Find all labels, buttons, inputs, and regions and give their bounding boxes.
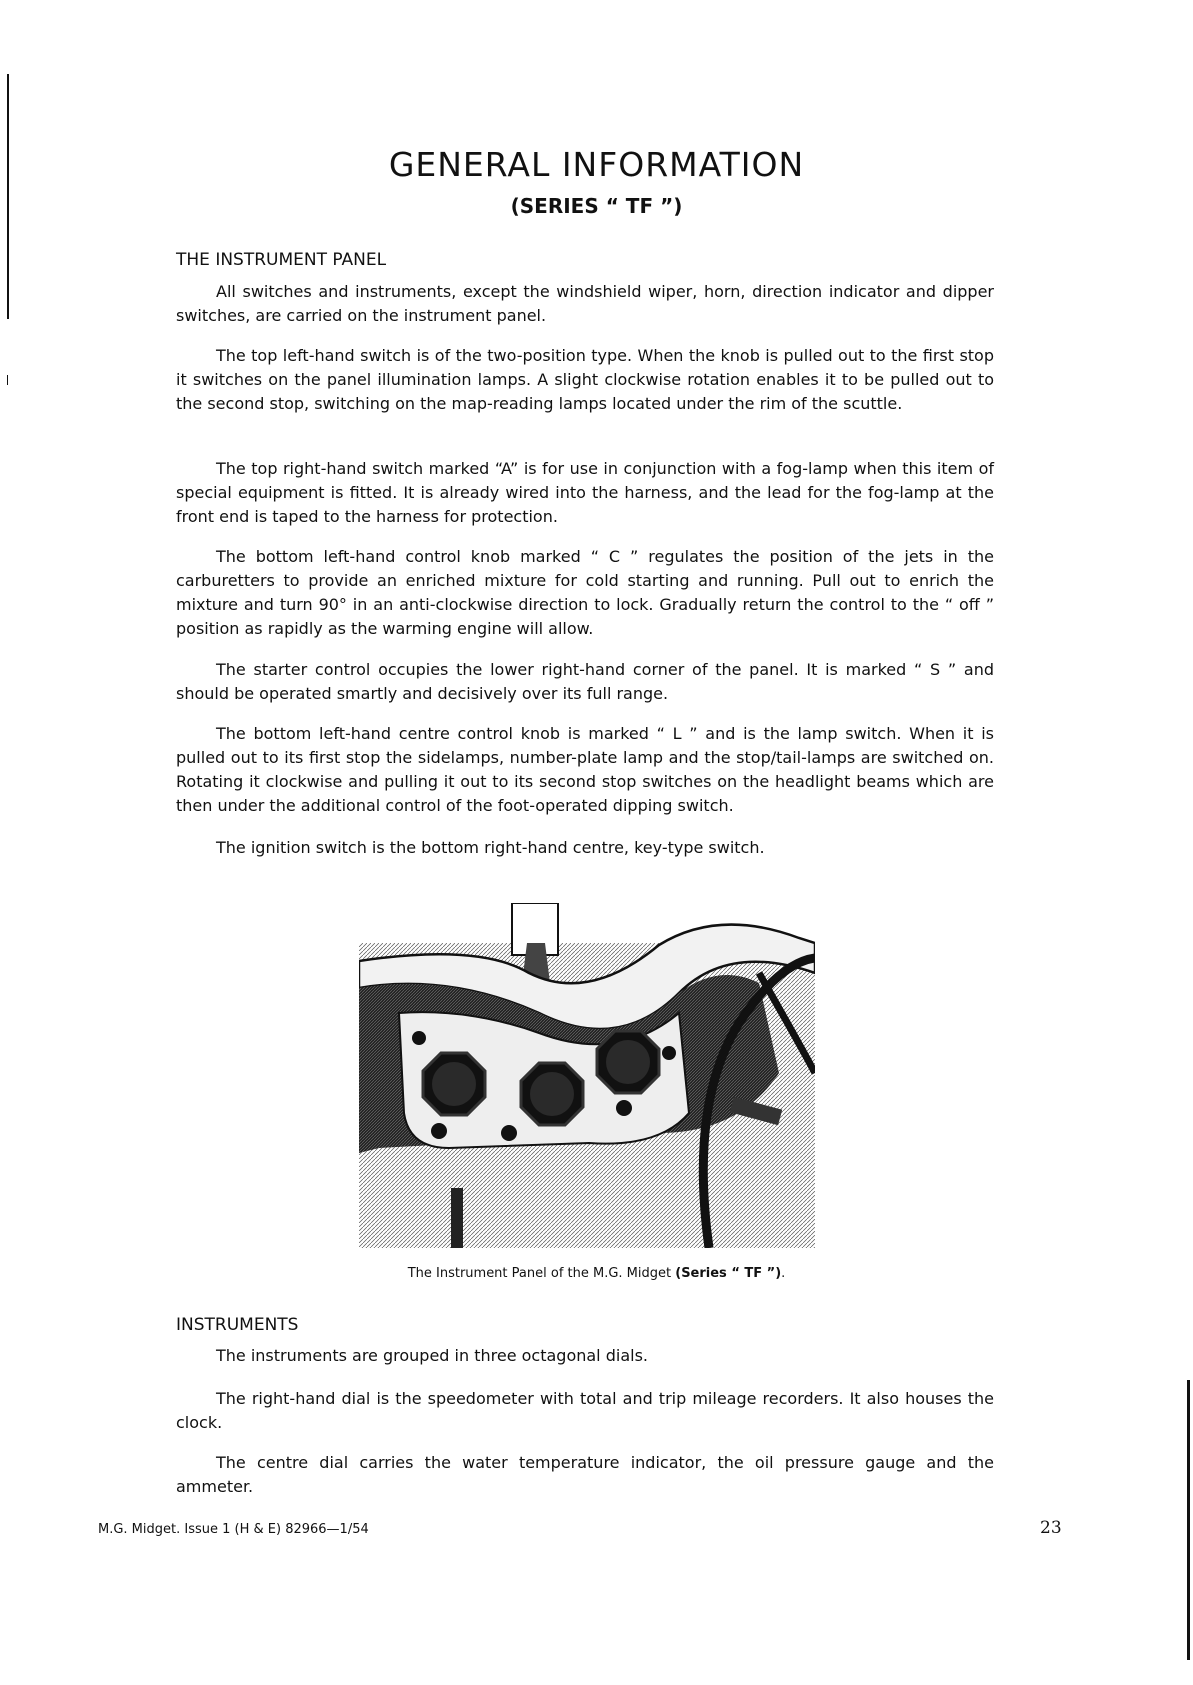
knob bbox=[501, 1125, 517, 1141]
section-heading-instruments: INSTRUMENTS bbox=[176, 1315, 299, 1335]
paragraph: All switches and instruments, except the windshield wiper, horn, direction indicator and dipper switches, are carried on the instrument panel. bbox=[176, 282, 994, 325]
caption-suffix: . bbox=[781, 1266, 786, 1281]
paragraph: The instruments are grouped in three octagonal dials. bbox=[216, 1346, 648, 1365]
paragraph: The right-hand dial is the speedometer with total and trip mileage recorders. It also houses the clock. bbox=[176, 1389, 994, 1432]
scan-edge-line-right bbox=[1187, 1380, 1190, 1660]
right-dial-face bbox=[606, 1040, 650, 1084]
paragraph: The top right-hand switch marked “A” is for use in conjunction with a fog-lamp when this item of special equipment is fitted. It is already wired into the harness, and the lead for the fog-lamp at the front end is taped to the harness for protection. bbox=[176, 459, 994, 526]
instrument-panel-photo bbox=[359, 903, 815, 1248]
paragraph: The top left-hand switch is of the two-position type. When the knob is pulled out to the first stop it switches on the panel illumination lamps. A slight clockwise rotation enables it to be pulled out to the second stop, switching on the map-reading lamps located under the rim of the scuttle. bbox=[176, 346, 994, 413]
gear-lever bbox=[451, 1188, 463, 1248]
left-dial-face bbox=[432, 1062, 476, 1106]
footer-publication-info: M.G. Midget. Issue 1 (H & E) 82966—1/54 bbox=[98, 1522, 369, 1537]
paragraph: The bottom left-hand centre control knob is marked “ L ” and is the lamp switch. When it is pulled out to its first stop the sidelamps, number-plate lamp and the stop/tail-lamps are switched on. Rotating it clockwise and pulling it out to its second stop switches on the headlight beams which are then under the additional control of the foot-operated dipping switch. bbox=[176, 724, 994, 815]
scan-edge-mark bbox=[7, 375, 8, 385]
centre-dial-face bbox=[530, 1072, 574, 1116]
page-title: GENERAL INFORMATION bbox=[388, 145, 805, 184]
dashboard-illustration bbox=[359, 903, 815, 1248]
figure-caption bbox=[0, 1266, 1193, 1281]
page-subtitle: (SERIES “ TF ”) bbox=[510, 194, 683, 218]
page-number: 23 bbox=[1040, 1518, 1062, 1538]
knob bbox=[412, 1031, 426, 1045]
paragraph: The centre dial carries the water temperature indicator, the oil pressure gauge and the ammeter. bbox=[176, 1453, 994, 1496]
caption-text: The Instrument Panel of the M.G. Midget bbox=[407, 1266, 676, 1281]
paragraph: The ignition switch is the bottom right-hand centre, key-type switch. bbox=[216, 838, 765, 857]
knob bbox=[616, 1100, 632, 1116]
caption-bold-text: (Series “ TF ”) bbox=[675, 1266, 782, 1281]
paragraph: The starter control occupies the lower right-hand corner of the panel. It is marked “ S ” and should be operated smartly and decisively over its full range. bbox=[176, 660, 994, 703]
knob bbox=[662, 1046, 676, 1060]
knob bbox=[431, 1123, 447, 1139]
section-heading-instrument-panel: THE INSTRUMENT PANEL bbox=[176, 250, 387, 270]
paragraph: The bottom left-hand control knob marked “ C ” regulates the position of the jets in the carburetters to provide an enriched mixture for cold starting and running. Pull out to enrich the mixture and turn 90° in an anti-clockwise direction to lock. Gradually return the control to the “ off ” position as rapidly as the warming engine will allow. bbox=[176, 547, 994, 638]
